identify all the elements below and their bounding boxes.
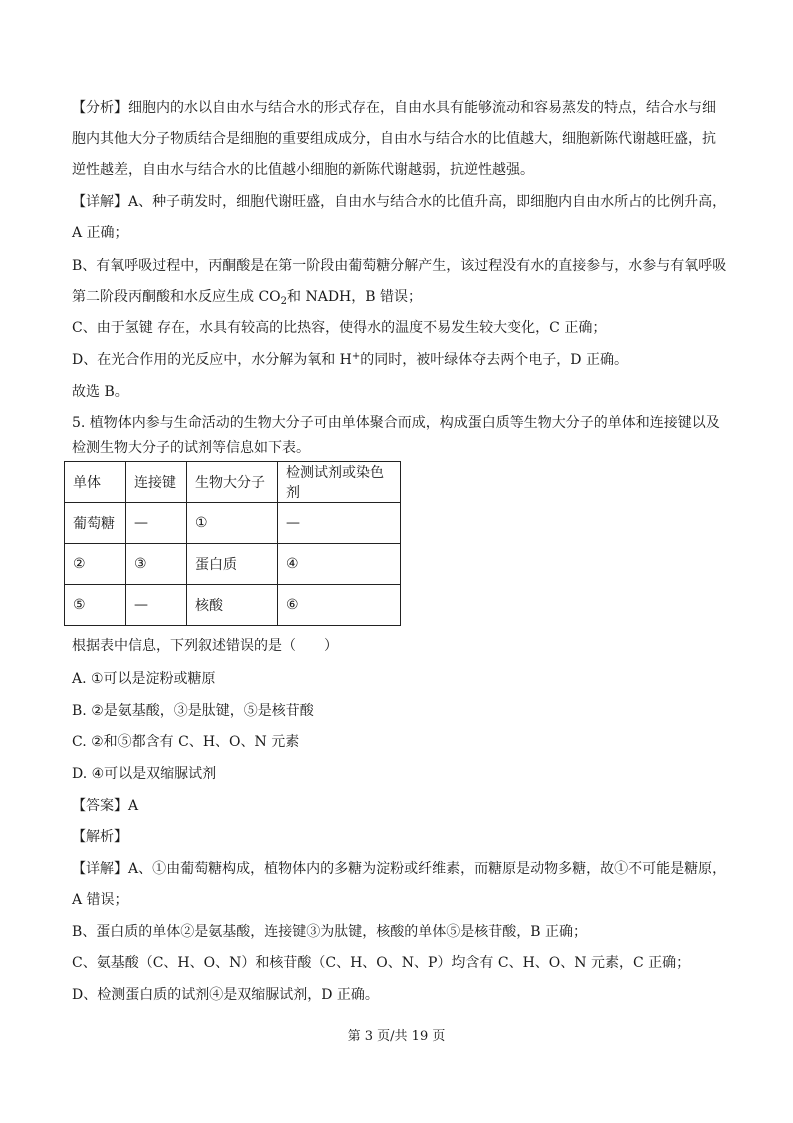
detail-c-line: C、由于氢键 存在，水具有较高的比热容，使得水的温度不易发生较大变化，C 正确； bbox=[72, 320, 607, 336]
question-5-stem-2: 检测生物大分子的试剂等信息如下表。 bbox=[72, 440, 310, 456]
table-header-cell: 检测试剂或染色剂 bbox=[278, 462, 401, 503]
table-row bbox=[65, 503, 401, 544]
q5-detail-b-line: B、蛋白质的单体②是氨基酸，连接键③为肽键，核酸的单体⑤是核苷酸，B 正确； bbox=[72, 924, 588, 940]
question-5-prompt: 根据表中信息，下列叙述错误的是（ ） bbox=[72, 638, 338, 654]
analysis-line-3: 逆性越差，自由水与结合水的比值越小细胞的新陈代谢越弱，抗逆性越强。 bbox=[72, 162, 534, 178]
detail-a-line-2: A 正确； bbox=[72, 225, 129, 241]
table-cell: 葡萄糖 bbox=[65, 503, 126, 544]
table-header-row bbox=[65, 462, 401, 503]
table-cell: — bbox=[278, 503, 401, 544]
analysis-line-1: 【分析】细胞内的水以自由水与结合水的形式存在，自由水具有能够流动和容易蒸发的特点，结合水与细 bbox=[72, 100, 716, 116]
table-cell: — bbox=[126, 503, 187, 544]
table-header-cell: 生物大分子 bbox=[187, 462, 278, 503]
table-cell: — bbox=[126, 585, 187, 626]
option-d: D. ④可以是双缩脲试剂 bbox=[72, 766, 217, 782]
table-row bbox=[65, 585, 401, 626]
detail-d-line bbox=[72, 350, 628, 370]
answer-line: 【答案】A bbox=[72, 798, 139, 814]
detail-b-text-post: 和 NADH，B 错误； bbox=[287, 289, 422, 305]
page-footer: 第 3 页/共 19 页 bbox=[347, 1029, 446, 1044]
detail-b-line-1: B、有氧呼吸过程中，丙酮酸是在第一阶段由葡萄糖分解产生，该过程没有水的直接参与，水参与有氧呼吸 bbox=[72, 258, 727, 274]
detail-b-line-2 bbox=[72, 287, 422, 307]
option-a: A. ①可以是淀粉或糖原 bbox=[72, 671, 216, 687]
table-cell: ⑤ bbox=[65, 585, 126, 626]
detail-d-text-pre: D、在光合作用的光反应中，水分解为氧和 H bbox=[72, 352, 352, 368]
table-row bbox=[65, 544, 401, 585]
detail-d-superscript: + bbox=[351, 351, 361, 362]
table-cell: ④ bbox=[278, 544, 401, 585]
option-b: B. ②是氨基酸，③是肽键，⑤是核苷酸 bbox=[72, 703, 314, 719]
detail-d-text-post: 的同时，被叶绿体夺去两个电子，D 正确。 bbox=[360, 352, 628, 368]
option-c: C. ②和⑤都含有 C、H、O、N 元素 bbox=[72, 734, 300, 750]
detail-b-text-pre: 第二阶段丙酮酸和水反应生成 CO bbox=[72, 289, 281, 305]
q5-detail-c-line: C、氨基酸（C、H、O、N）和核苷酸（C、H、O、N、P）均含有 C、H、O、N 元素，C 正确； bbox=[72, 955, 691, 971]
q5-detail-a-line-1: 【详解】A、①由葡萄糖构成，植物体内的多糖为淀粉或纤维素，而糖原是动物多糖，故①不可能是糖原， bbox=[72, 861, 727, 877]
table-cell: 蛋白质 bbox=[187, 544, 278, 585]
detail-b-subscript: 2 bbox=[280, 296, 288, 307]
table-cell: ① bbox=[187, 503, 278, 544]
table-cell: ③ bbox=[126, 544, 187, 585]
table-cell: 核酸 bbox=[187, 585, 278, 626]
question-5-stem-1: 5. 植物体内参与生命活动的生物大分子可由单体聚合而成，构成蛋白质等生物大分子的单体和连接键以及 bbox=[72, 415, 720, 431]
table-cell: ⑥ bbox=[278, 585, 401, 626]
table-header-cell: 单体 bbox=[65, 462, 126, 503]
q5-detail-a-line-2: A 错误； bbox=[72, 892, 129, 908]
q5-detail-d-line: D、检测蛋白质的试剂④是双缩脲试剂，D 正确。 bbox=[72, 987, 379, 1003]
info-table bbox=[64, 461, 401, 626]
table-cell: ② bbox=[65, 544, 126, 585]
conclusion-line: 故选 B。 bbox=[72, 384, 129, 400]
analysis-label: 【解析】 bbox=[72, 829, 128, 845]
analysis-line-2: 胞内其他大分子物质结合是细胞的重要组成成分，自由水与结合水的比值越大，细胞新陈代谢越旺盛，抗 bbox=[72, 131, 716, 147]
detail-a-line-1: 【详解】A、种子萌发时，细胞代谢旺盛，自由水与结合水的比值升高，即细胞内自由水所占的比例升高， bbox=[72, 194, 727, 210]
table-header-cell: 连接键 bbox=[126, 462, 187, 503]
